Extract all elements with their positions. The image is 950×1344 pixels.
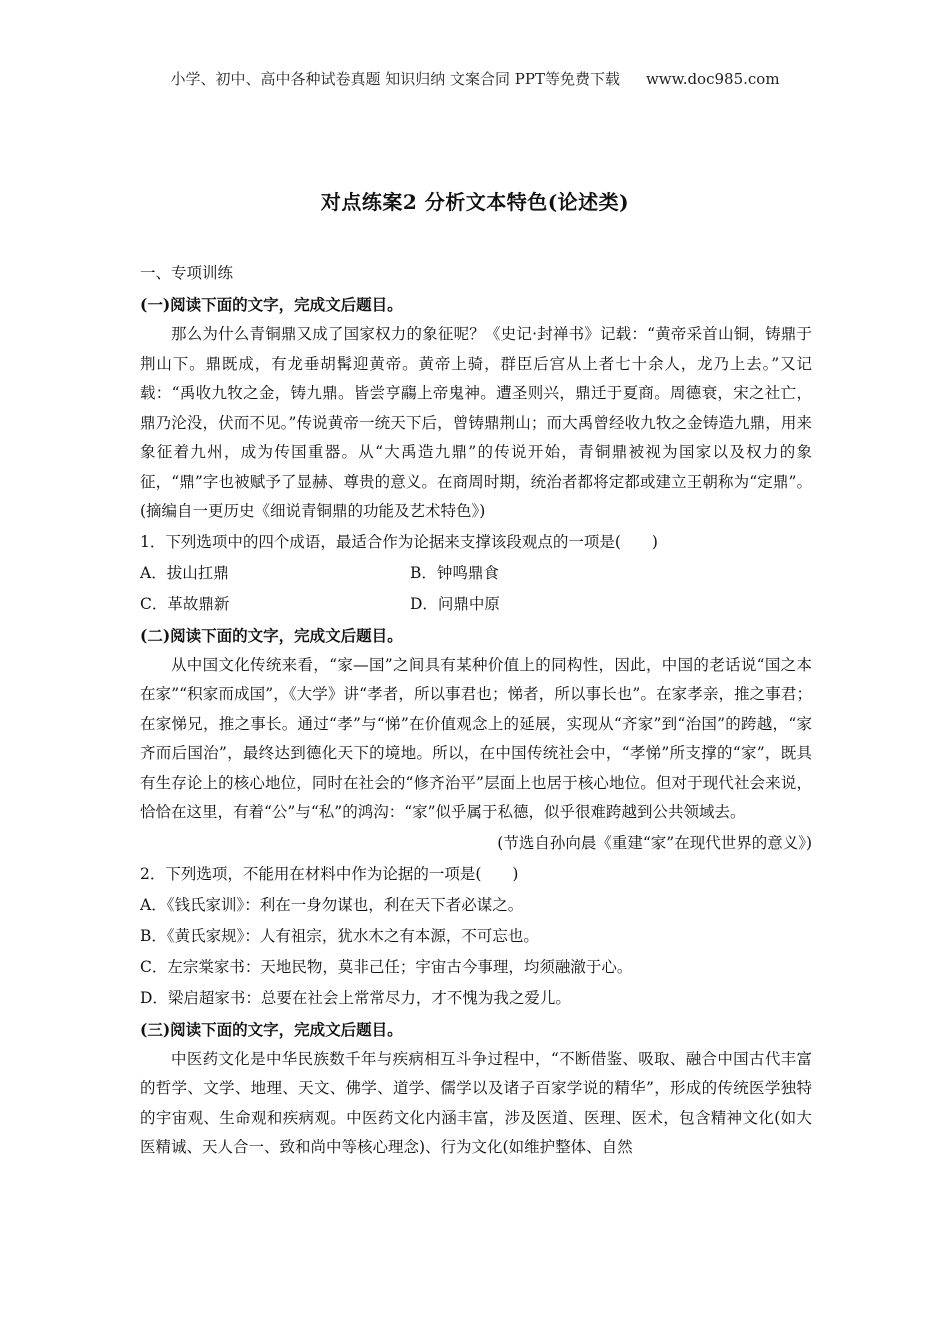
document-body	[140, 258, 812, 1163]
header-site-url[interactable]: www.doc985.com	[645, 70, 780, 88]
header-banner: 小学、初中、高中各种试卷真题 知识归纳 文案合同 PPT等免费下载	[170, 70, 620, 88]
passage-2-intro: (二)阅读下面的文字，完成文后题目。	[140, 625, 403, 645]
passage-2-text: 从中国文化传统来看，“家—国”之间具有某种价值上的同构性，因此，中国的老话说“国之本在家”“积家而成国”，《大学》讲“孝者，所以事君也；悌者，所以事长也”。在家孝亲，推之事君；在家悌兄，推之事长。通过“孝”与“悌”在价值观念上的延展，实现从“齐家”到“治国”的跨越，“家齐而后国治”，最终达到德化天下的境地。所以，在中国传统社会中，“孝悌”所支撑的“家”，既具有生存论上的核心地位，同时在社会的“修齐治平”层面上也居于核心地位。但对于现代社会来说，恰恰在这里，有着“公”与“私”的鸿沟：“家”似乎属于私德，似乎很难跨越到公共领域去。	[140, 655, 812, 821]
question-2-stem: 2．下列选项，不能用在材料中作为论据的一项是( )	[140, 864, 519, 883]
question-1-stem: 1．下列选项中的四个成语，最适合作为论据来支撑该段观点的一项是( )	[140, 532, 658, 551]
page-title: 对点练案2 分析文本特色(论述类)	[320, 190, 630, 214]
question-2-option-c: C．左宗棠家书：天地民物，莫非己任；宇宙古今事理，均须融澈于心。	[140, 957, 633, 976]
question-2-option-d: D．梁启超家书：总要在社会上常常尽力，才不愧为我之爱儿。	[140, 988, 571, 1007]
question-1-options-row-2	[140, 589, 812, 620]
passage-3-text: 中医药文化是中华民族数千年与疾病相互斗争过程中，“不断借鉴、吸取、融合中国古代丰富的哲学、文学、地理、天文、佛学、道学、儒学以及诸子百家学说的精华”，形成的传统医学独特的宇宙观、生命观和疾病观。中医药文化内涵丰富，涉及医道、医理、医术，包含精神文化(如大医精诚、天人合一、致和尚中等核心理念)、行为文化(如维护整体、自然	[140, 1049, 812, 1156]
passage-1-text: 那么为什么青铜鼎又成了国家权力的象征呢？《史记·封禅书》记载：“黄帝采首山铜，铸鼎于荆山下。鼎既成，有龙垂胡髯迎黄帝。黄帝上骑，群臣后宫从上者七十余人，龙乃上去。”又记载：“禹收九牧之金，铸九鼎。皆尝亨鬺上帝鬼神。遭圣则兴，鼎迁于夏商。周德衰，宋之社亡，鼎乃沦没，伏而不见。”传说黄帝一统天下后，曾铸鼎荆山；而大禹曾经收九牧之金铸造九鼎，用来象征着九州，成为传国重器。从“大禹造九鼎”的传说开始，青铜鼎被视为国家以及权力的象征，“鼎”字也被赋予了显赫、尊贵的意义。在商周时期，统治者都将定都或建立王朝称为“定鼎”。(摘编自一更历史《细说青铜鼎的功能及艺术特色》)	[140, 325, 812, 520]
section-heading: 一、专项训练	[140, 264, 234, 282]
question-1-option-d: D．问鼎中原	[410, 594, 500, 613]
question-1-options-row-1	[140, 558, 812, 589]
question-2-option-a: A．《钱氏家训》：利在一身勿谋也，利在天下者必谋之。	[140, 895, 524, 914]
question-2-option-b: B．《黄氏家规》：人有祖宗，犹水木之有本源，不可忘也。	[140, 926, 539, 945]
passage-1-intro: (一)阅读下面的文字，完成文后题目。	[140, 295, 403, 314]
passage-3-intro: (三)阅读下面的文字，完成文后题目。	[140, 1019, 403, 1039]
question-1-option-c: C．革故鼎新	[140, 594, 230, 613]
question-1-option-b: B．钟鸣鼎食	[410, 563, 499, 582]
question-1-option-a: A．拔山扛鼎	[140, 563, 229, 582]
passage-2-source: (节选自孙向晨《重建“家”在现代世界的意义》)	[497, 833, 812, 852]
page-header	[0, 68, 950, 89]
